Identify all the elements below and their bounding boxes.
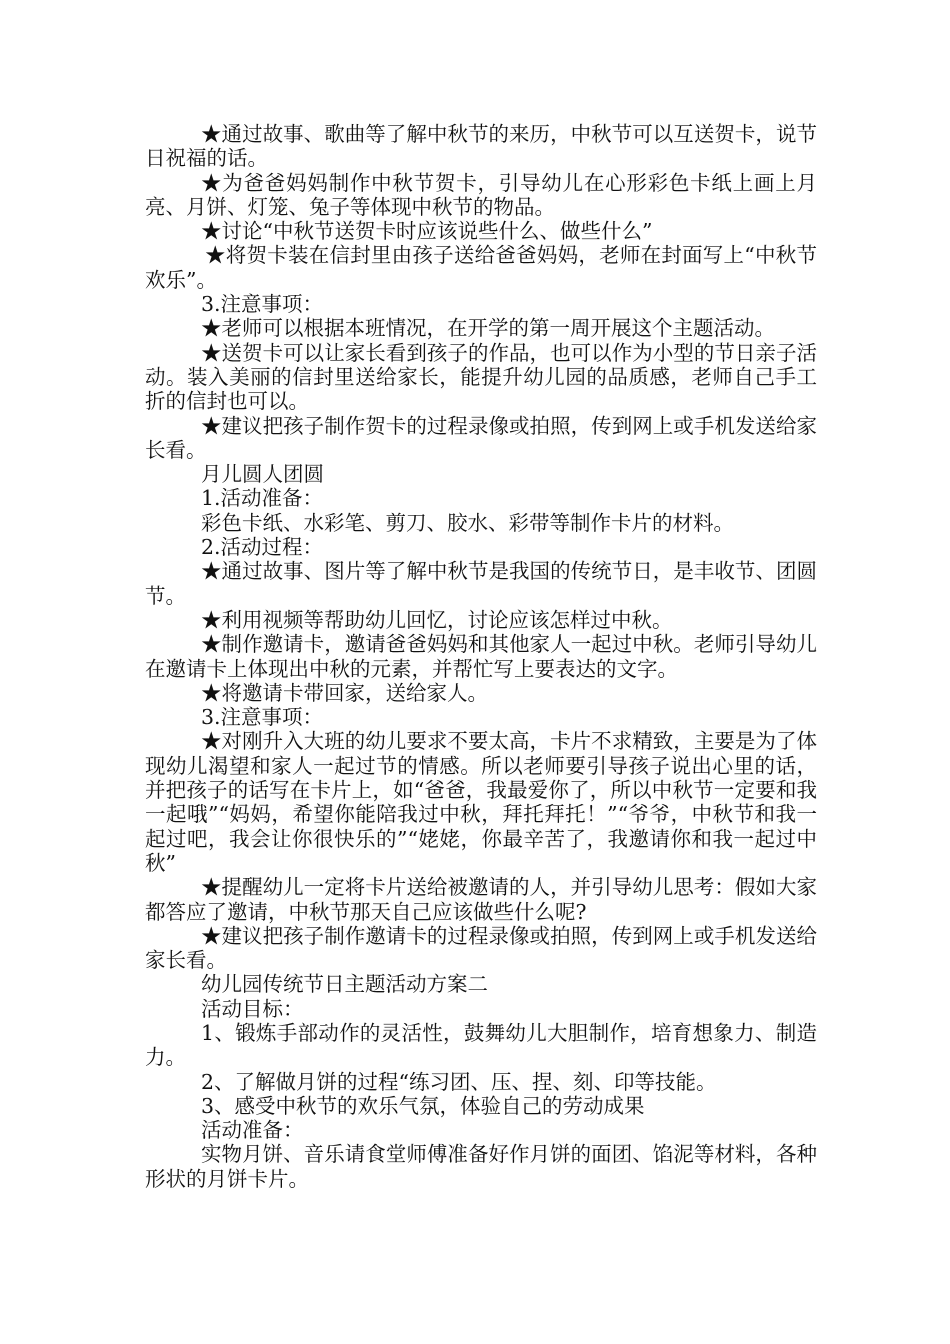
paragraph-bullet: ★建议把孩子制作贺卡的过程录像或拍照，传到网上或手机发送给家长看。 [145,413,817,462]
paragraph-goal: 2、了解做月饼的过程“练习团、压、捏、刻、印等技能。 [201,1069,717,1094]
paragraph-bullet: ★通过故事、图片等了解中秋节是我国的传统节日，是丰收节、团圆节。 [145,559,817,608]
section-heading: 1.活动准备： [201,486,324,511]
paragraph-bullet: ★讨论“中秋节送贺卡时应该说些什么、做些什么” [201,219,653,244]
paragraph-bullet: ★将贺卡装在信封里由孩子送给爸爸妈妈，老师在封面写上“中秋节欢乐”。 [145,243,817,292]
paragraph-bullet: ★送贺卡可以让家长看到孩子的作品，也可以作为小型的节日亲子活动。装入美丽的信封里送给家长，能提升幼儿园的品质感，老师自己手工折的信封也可以。 [145,340,817,414]
paragraph-goal: 3、感受中秋节的欢乐气氛，体验自己的劳动成果 [201,1093,645,1118]
paragraph-text: 实物月饼、音乐请食堂师傅准备好作月饼的面团、馅泥等材料，各种形状的月饼卡片。 [145,1142,817,1191]
section-heading: 活动目标： [201,996,304,1021]
section-heading: 2.活动过程： [201,535,324,560]
document-body [145,122,817,1191]
paragraph-bullet: ★建议把孩子制作邀请卡的过程录像或拍照，传到网上或手机发送给家长看。 [145,923,817,973]
paragraph-bullet: ★将邀请卡带回家，送给家人。 [201,680,488,705]
paragraph-bullet: ★为爸爸妈妈制作中秋节贺卡，引导幼儿在心形彩色卡纸上画上月亮、月饼、灯笼、兔子等体现中秋节的物品。 [145,170,817,219]
paragraph-text: 彩色卡纸、水彩笔、剪刀、胶水、彩带等制作卡片的材料。 [201,510,734,535]
section-heading: 3.注意事项： [201,705,324,730]
section-heading: 3.注意事项： [201,292,324,317]
section-heading: 活动准备： [201,1118,304,1143]
paragraph-goal: 1、锻炼手部动作的灵活性，鼓舞幼儿大胆制作，培育想象力、制造力。 [145,1020,817,1070]
paragraph-bullet: ★提醒幼儿一定将卡片送给被邀请的人，并引导幼儿思考：假如大家都答应了邀请，中秋节那天自己应该做些什么呢? [145,875,817,924]
paragraph-bullet: ★对刚升入大班的幼儿要求不要太高，卡片不求精致，主要是为了体现幼儿渴望和家人一起过节的情感。所以老师要引导孩子说出心里的话，并把孩子的话写在卡片上，如“爸爸，我最爱你了，所以中秋节一定要和我一起哦”“妈妈，希望你能陪我过中秋，拜托拜托！”“爷爷，中秋节和我一起过吧，我会让你很快乐的”“姥姥，你最辛苦了，我邀请你和我一起过中秋” [145,729,817,875]
paragraph-bullet: ★制作邀请卡，邀请爸爸妈妈和其他家人一起过中秋。老师引导幼儿在邀请卡上体现出中秋的元素，并帮忙写上要表达的文字。 [145,632,817,681]
paragraph-bullet: ★通过故事、歌曲等了解中秋节的来历，中秋节可以互送贺卡，说节日祝福的话。 [145,122,817,171]
plan-title: 幼儿园传统节日主题活动方案二 [201,972,488,997]
activity-title: 月儿圆人团圆 [201,462,324,487]
paragraph-bullet: ★老师可以根据本班情况，在开学的第一周开展这个主题活动。 [201,316,775,341]
paragraph-bullet: ★利用视频等帮助幼儿回忆，讨论应该怎样过中秋。 [201,607,673,632]
